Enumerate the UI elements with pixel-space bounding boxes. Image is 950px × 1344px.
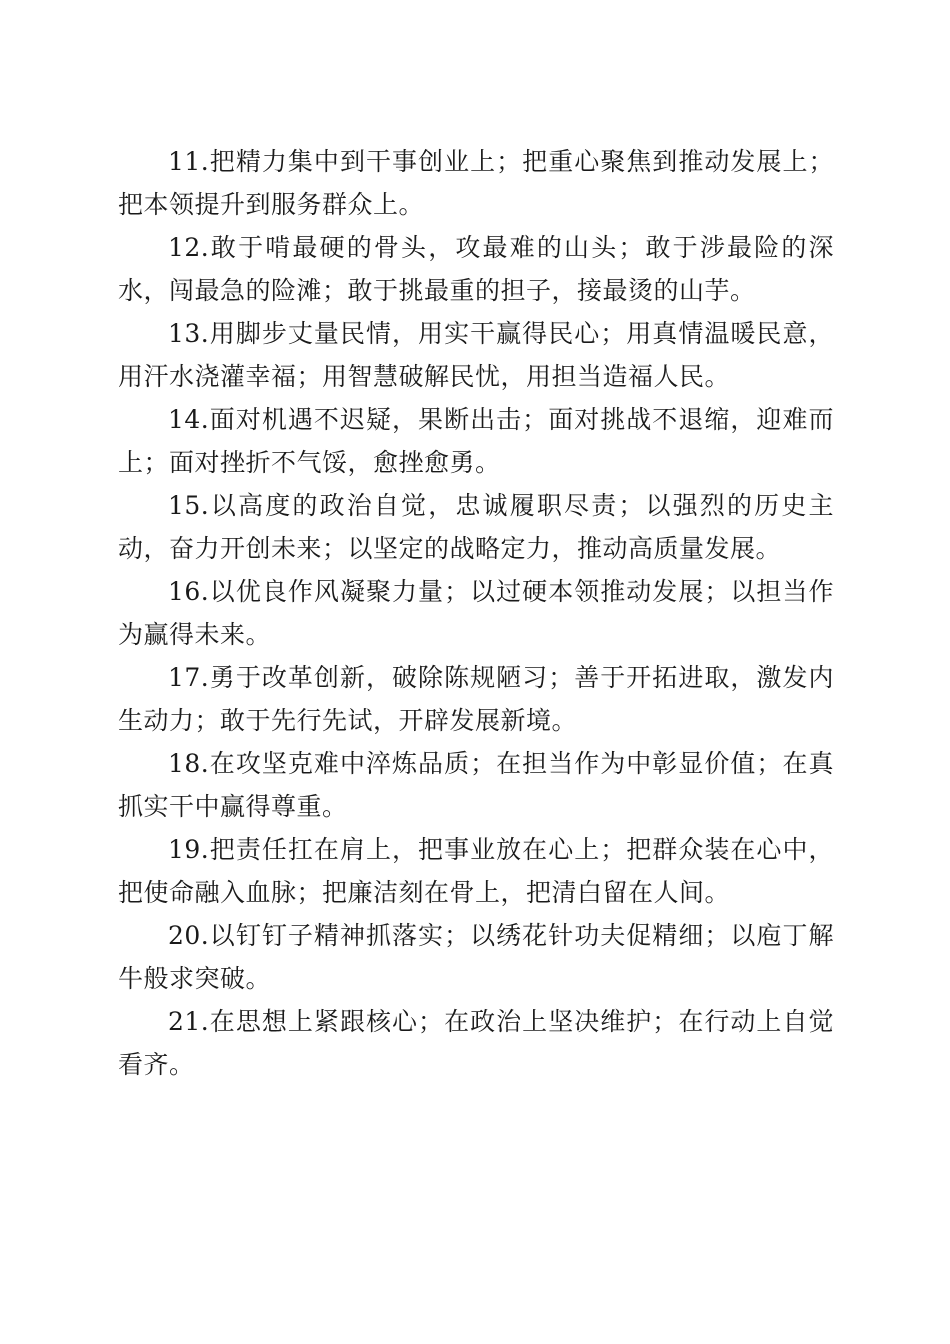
- paragraph-16: 16.以优良作风凝聚力量；以过硬本领推动发展；以担当作为赢得未来。: [118, 577, 834, 649]
- paragraph-11: 11.把精力集中到干事创业上；把重心聚焦到推动发展上；把本领提升到服务群众上。: [118, 147, 834, 219]
- document-body: [118, 140, 834, 1086]
- paragraph-14: 14.面对机遇不迟疑，果断出击；面对挑战不退缩，迎难而上；面对挫折不气馁，愈挫愈勇。: [118, 405, 834, 477]
- paragraph-19: 19.把责任扛在肩上，把事业放在心上；把群众装在心中，把使命融入血脉；把廉洁刻在骨上，把清白留在人间。: [118, 835, 834, 907]
- paragraph-18: 18.在攻坚克难中淬炼品质；在担当作为中彰显价值；在真抓实干中赢得尊重。: [118, 749, 834, 821]
- paragraph-15: 15.以高度的政治自觉，忠诚履职尽责；以强烈的历史主动，奋力开创未来；以坚定的战略定力，推动高质量发展。: [118, 491, 834, 563]
- paragraph-21: 21.在思想上紧跟核心；在政治上坚决维护；在行动上自觉看齐。: [118, 1007, 834, 1079]
- paragraph-17: 17.勇于改革创新，破除陈规陋习；善于开拓进取，激发内生动力；敢于先行先试，开辟发展新境。: [118, 663, 834, 735]
- paragraph-20: 20.以钉钉子精神抓落实；以绣花针功夫促精细；以庖丁解牛般求突破。: [118, 921, 834, 993]
- paragraph-13: 13.用脚步丈量民情，用实干赢得民心；用真情温暖民意，用汗水浇灌幸福；用智慧破解民忧，用担当造福人民。: [118, 319, 834, 391]
- paragraph-12: 12.敢于啃最硬的骨头，攻最难的山头；敢于涉最险的深水，闯最急的险滩；敢于挑最重的担子，接最烫的山芋。: [118, 233, 834, 305]
